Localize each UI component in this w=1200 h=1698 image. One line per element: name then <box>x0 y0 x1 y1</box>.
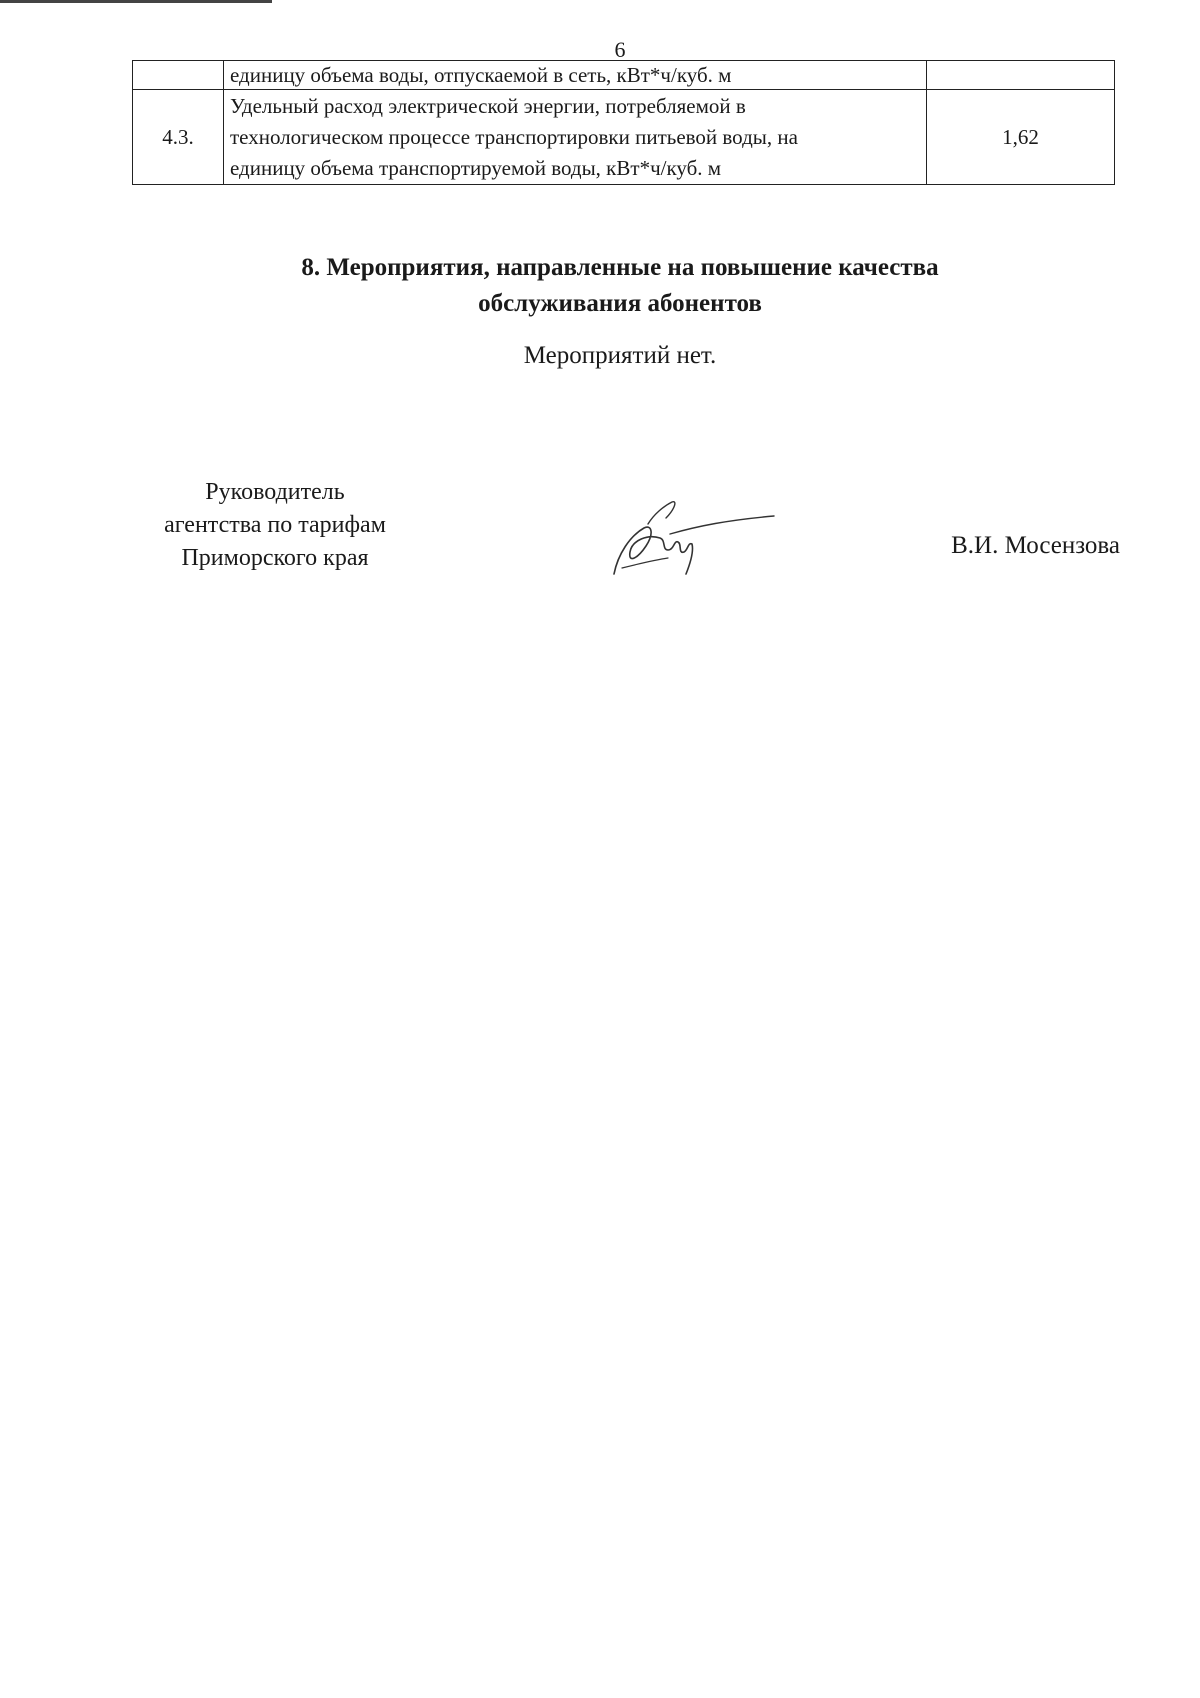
description-line: единицу объема воды, отпускаемой в сеть, кВт*ч/куб. м <box>230 63 732 87</box>
row-number-cell <box>133 61 224 90</box>
signer-name: В.И. Мосензова <box>951 532 1120 559</box>
section-body-text: Мероприятий нет. <box>523 342 717 369</box>
signer-position <box>120 476 430 575</box>
table-row <box>133 90 1115 185</box>
section-heading-line: 8. Мероприятия, направленные на повышение качества <box>301 254 939 281</box>
section-heading-line: обслуживания абонентов <box>478 290 762 317</box>
row-description-cell <box>224 61 927 90</box>
page-number: 6 <box>614 37 626 62</box>
row-value-cell <box>927 61 1115 90</box>
handwritten-signature <box>608 494 778 584</box>
row-value-cell: 1,62 <box>927 90 1115 185</box>
signer-position-line: Руководитель <box>205 479 345 505</box>
description-line: Удельный расход электрической энергии, потребляемой в <box>230 93 746 118</box>
scan-edge-mark <box>0 0 272 3</box>
row-description-cell <box>224 90 927 185</box>
description-line: единицу объема транспортируемой воды, кВт*ч/куб. м <box>230 155 722 180</box>
table-row <box>133 61 1115 90</box>
signer-position-line: агентства по тарифам <box>164 512 386 538</box>
row-number-cell: 4.3. <box>133 90 224 185</box>
description-line: технологическом процессе транспортировки питьевой воды, на <box>230 124 798 149</box>
section-heading <box>150 250 1090 322</box>
indicators-table <box>132 60 1115 185</box>
signer-position-line: Приморского края <box>181 545 369 571</box>
